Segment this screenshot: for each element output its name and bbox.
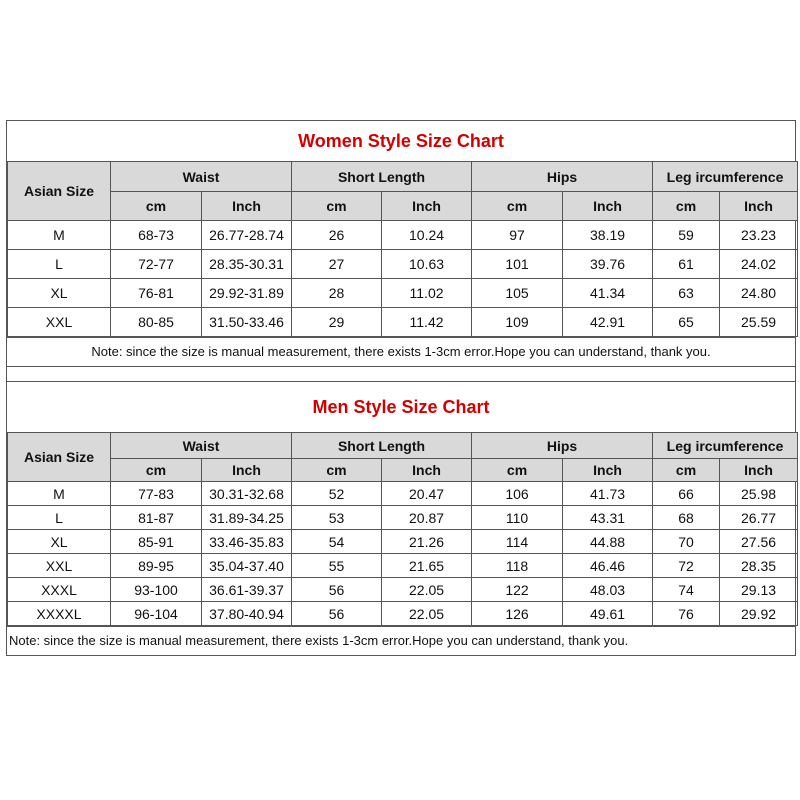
measurement-cell: 30.31-32.68 xyxy=(202,482,292,506)
measurement-cell: 68 xyxy=(653,506,720,530)
measurement-cell: 101 xyxy=(472,250,563,279)
measurement-cell: 11.02 xyxy=(382,279,472,308)
measurement-cell: 65 xyxy=(653,308,720,337)
size-chart-sheet xyxy=(6,120,796,656)
women-table-body xyxy=(8,221,798,337)
measurement-cell: 59 xyxy=(653,221,720,250)
measurement-cell: 44.88 xyxy=(563,530,653,554)
measurement-cell: 93-100 xyxy=(111,578,202,602)
measurement-cell: 55 xyxy=(292,554,382,578)
unit-header: cm xyxy=(472,192,563,221)
table-row xyxy=(8,482,798,506)
measurement-cell: 72 xyxy=(653,554,720,578)
measurement-cell: 11.42 xyxy=(382,308,472,337)
men-chart-title: Men Style Size Chart xyxy=(312,397,490,417)
men-table-body xyxy=(8,482,798,626)
table-row xyxy=(8,279,798,308)
measurement-cell: 41.34 xyxy=(563,279,653,308)
unit-header: Inch xyxy=(202,459,292,482)
size-label-cell: XXXXL xyxy=(8,602,111,626)
measurement-cell: 25.59 xyxy=(720,308,798,337)
measurement-cell: 29 xyxy=(292,308,382,337)
measurement-cell: 23.23 xyxy=(720,221,798,250)
measurement-cell: 22.05 xyxy=(382,578,472,602)
waist-header: Waist xyxy=(111,433,292,459)
measurement-cell: 68-73 xyxy=(111,221,202,250)
unit-header: cm xyxy=(472,459,563,482)
women-size-chart xyxy=(6,120,796,367)
measurement-cell: 22.05 xyxy=(382,602,472,626)
unit-header: cm xyxy=(653,192,720,221)
unit-header: Inch xyxy=(563,459,653,482)
table-row xyxy=(8,554,798,578)
measurement-cell: 20.47 xyxy=(382,482,472,506)
measurement-cell: 35.04-37.40 xyxy=(202,554,292,578)
measurement-cell: 37.80-40.94 xyxy=(202,602,292,626)
measurement-cell: 46.46 xyxy=(563,554,653,578)
measurement-cell: 29.92-31.89 xyxy=(202,279,292,308)
unit-header: Inch xyxy=(202,192,292,221)
measurement-cell: 77-83 xyxy=(111,482,202,506)
measurement-cell: 85-91 xyxy=(111,530,202,554)
measurement-cell: 97 xyxy=(472,221,563,250)
measurement-cell: 70 xyxy=(653,530,720,554)
measurement-cell: 28.35-30.31 xyxy=(202,250,292,279)
measurement-cell: 52 xyxy=(292,482,382,506)
measurement-cell: 80-85 xyxy=(111,308,202,337)
unit-header: Inch xyxy=(720,459,798,482)
women-note: Note: since the size is manual measurement, there exists 1-3cm error.Hope you can understand, thank you. xyxy=(7,337,795,366)
measurement-cell: 56 xyxy=(292,602,382,626)
table-row xyxy=(8,602,798,626)
table-row xyxy=(8,530,798,554)
asian-size-header: Asian Size xyxy=(8,162,111,221)
measurement-cell: 76 xyxy=(653,602,720,626)
hips-header: Hips xyxy=(472,433,653,459)
leg-circumference-header: Leg ircumference xyxy=(653,433,798,459)
measurement-cell: 110 xyxy=(472,506,563,530)
measurement-cell: 48.03 xyxy=(563,578,653,602)
size-label-cell: XXL xyxy=(8,308,111,337)
measurement-cell: 42.91 xyxy=(563,308,653,337)
measurement-cell: 21.65 xyxy=(382,554,472,578)
size-label-cell: L xyxy=(8,250,111,279)
men-note: Note: since the size is manual measurement, there exists 1-3cm error.Hope you can understand, thank you. xyxy=(7,626,795,655)
hips-header: Hips xyxy=(472,162,653,192)
measurement-cell: 89-95 xyxy=(111,554,202,578)
measurement-cell: 96-104 xyxy=(111,602,202,626)
measurement-cell: 36.61-39.37 xyxy=(202,578,292,602)
table-row xyxy=(8,506,798,530)
measurement-cell: 29.13 xyxy=(720,578,798,602)
size-label-cell: XXXL xyxy=(8,578,111,602)
women-size-table xyxy=(7,161,798,337)
measurement-cell: 53 xyxy=(292,506,382,530)
measurement-cell: 24.02 xyxy=(720,250,798,279)
women-chart-title: Women Style Size Chart xyxy=(298,131,504,151)
size-label-cell: XL xyxy=(8,530,111,554)
table-row xyxy=(8,578,798,602)
measurement-cell: 28.35 xyxy=(720,554,798,578)
waist-header: Waist xyxy=(111,162,292,192)
unit-header: cm xyxy=(292,459,382,482)
measurement-cell: 74 xyxy=(653,578,720,602)
measurement-cell: 61 xyxy=(653,250,720,279)
measurement-cell: 26.77-28.74 xyxy=(202,221,292,250)
leg-circumference-header: Leg ircumference xyxy=(653,162,798,192)
measurement-cell: 49.61 xyxy=(563,602,653,626)
unit-header: Inch xyxy=(720,192,798,221)
measurement-cell: 63 xyxy=(653,279,720,308)
men-size-chart xyxy=(6,382,796,656)
measurement-cell: 72-77 xyxy=(111,250,202,279)
measurement-cell: 26.77 xyxy=(720,506,798,530)
measurement-cell: 66 xyxy=(653,482,720,506)
measurement-cell: 39.76 xyxy=(563,250,653,279)
men-size-table xyxy=(7,432,798,626)
size-label-cell: M xyxy=(8,221,111,250)
table-row xyxy=(8,308,798,337)
measurement-cell: 76-81 xyxy=(111,279,202,308)
measurement-cell: 81-87 xyxy=(111,506,202,530)
measurement-cell: 109 xyxy=(472,308,563,337)
measurement-cell: 24.80 xyxy=(720,279,798,308)
measurement-cell: 122 xyxy=(472,578,563,602)
measurement-cell: 106 xyxy=(472,482,563,506)
measurement-cell: 27 xyxy=(292,250,382,279)
measurement-cell: 10.63 xyxy=(382,250,472,279)
measurement-cell: 10.24 xyxy=(382,221,472,250)
measurement-cell: 38.19 xyxy=(563,221,653,250)
measurement-cell: 43.31 xyxy=(563,506,653,530)
size-label-cell: XL xyxy=(8,279,111,308)
unit-header: cm xyxy=(111,459,202,482)
unit-header: cm xyxy=(653,459,720,482)
measurement-cell: 56 xyxy=(292,578,382,602)
table-row xyxy=(8,221,798,250)
measurement-cell: 28 xyxy=(292,279,382,308)
table-row xyxy=(8,250,798,279)
measurement-cell: 27.56 xyxy=(720,530,798,554)
unit-header: Inch xyxy=(382,192,472,221)
measurement-cell: 29.92 xyxy=(720,602,798,626)
section-divider xyxy=(6,367,796,382)
short-length-header: Short Length xyxy=(292,162,472,192)
measurement-cell: 21.26 xyxy=(382,530,472,554)
unit-header: Inch xyxy=(563,192,653,221)
measurement-cell: 126 xyxy=(472,602,563,626)
measurement-cell: 54 xyxy=(292,530,382,554)
size-label-cell: L xyxy=(8,506,111,530)
measurement-cell: 33.46-35.83 xyxy=(202,530,292,554)
measurement-cell: 118 xyxy=(472,554,563,578)
measurement-cell: 31.50-33.46 xyxy=(202,308,292,337)
unit-header: cm xyxy=(292,192,382,221)
measurement-cell: 25.98 xyxy=(720,482,798,506)
unit-header: cm xyxy=(111,192,202,221)
measurement-cell: 41.73 xyxy=(563,482,653,506)
measurement-cell: 20.87 xyxy=(382,506,472,530)
size-label-cell: M xyxy=(8,482,111,506)
measurement-cell: 31.89-34.25 xyxy=(202,506,292,530)
measurement-cell: 105 xyxy=(472,279,563,308)
asian-size-header: Asian Size xyxy=(8,433,111,482)
unit-header: Inch xyxy=(382,459,472,482)
measurement-cell: 114 xyxy=(472,530,563,554)
size-label-cell: XXL xyxy=(8,554,111,578)
measurement-cell: 26 xyxy=(292,221,382,250)
short-length-header: Short Length xyxy=(292,433,472,459)
